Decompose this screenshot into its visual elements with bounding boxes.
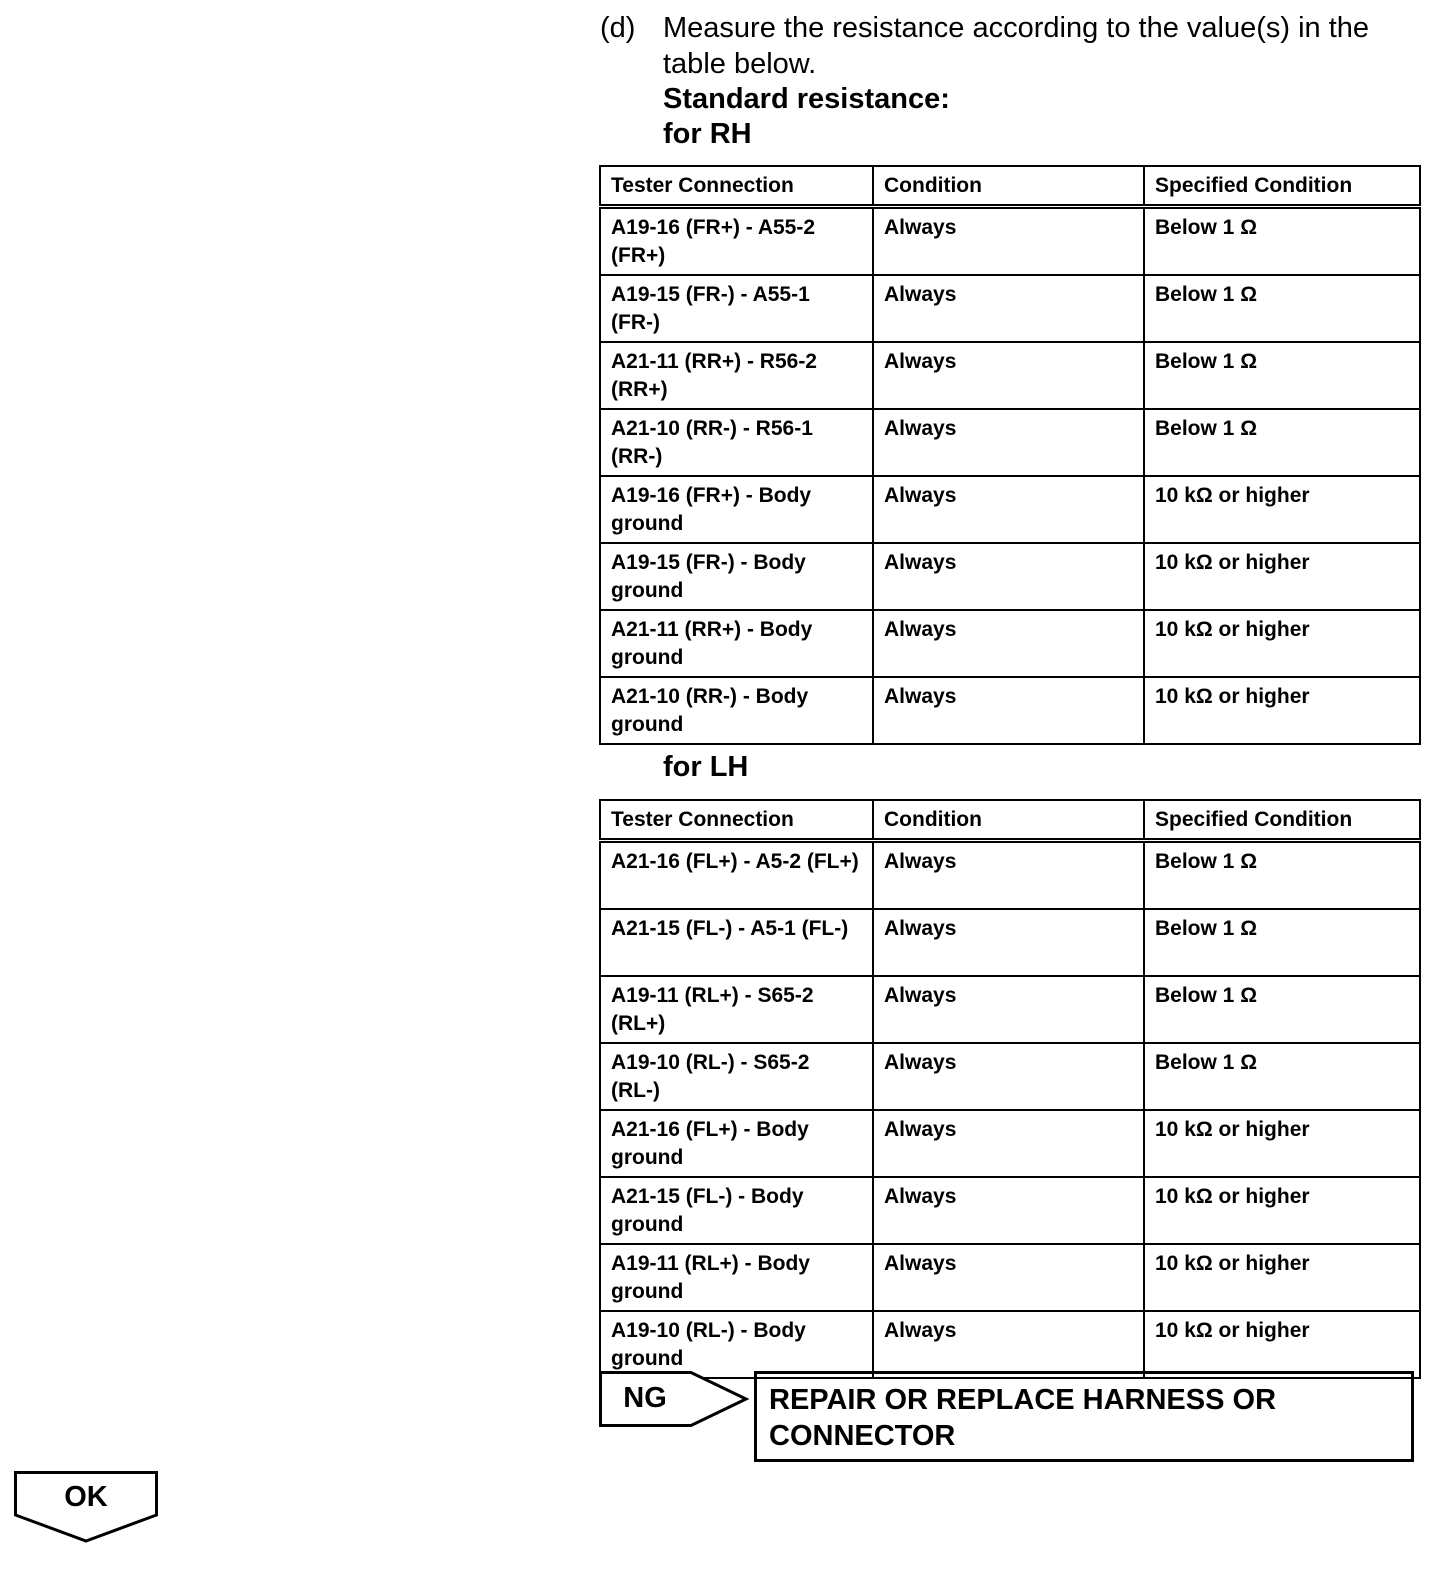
table-row [600,342,1420,409]
table-row [600,677,1420,744]
specified-condition-cell: 10 kΩ or higher [1144,1177,1420,1244]
tester-connection-cell: A19-11 (RL+) - S65-2 (RL+) [600,976,873,1043]
specified-condition-cell: 10 kΩ or higher [1144,677,1420,744]
table-row [600,976,1420,1043]
header-specified-condition: Specified Condition [1144,800,1420,841]
specified-condition-cell: 10 kΩ or higher [1144,610,1420,677]
condition-cell: Always [873,1311,1144,1378]
tester-connection-cell: A21-10 (RR-) - Body ground [600,677,873,744]
tester-connection-cell: A19-10 (RL-) - S65-2 (RL-) [600,1043,873,1110]
step-label: (d) [600,12,636,44]
specified-condition-cell: 10 kΩ or higher [1144,1244,1420,1311]
specified-condition-cell: Below 1 Ω [1144,841,1420,910]
tester-connection-cell: A21-16 (FL+) - Body ground [600,1110,873,1177]
rh-resistance-table [599,165,1421,745]
tester-connection-cell: A21-15 (FL-) - Body ground [600,1177,873,1244]
header-tester-connection: Tester Connection [600,166,873,207]
lh-table-body [600,841,1420,1379]
ng-action-box: REPAIR OR REPLACE HARNESS OR CONNECTOR [754,1371,1414,1462]
condition-cell: Always [873,476,1144,543]
header-condition: Condition [873,800,1144,841]
table-row [600,909,1420,976]
specified-condition-cell: Below 1 Ω [1144,342,1420,409]
tester-connection-cell: A21-11 (RR+) - Body ground [600,610,873,677]
condition-cell: Always [873,1177,1144,1244]
table-row [600,1311,1420,1378]
ng-label: NG [623,1382,667,1414]
condition-cell: Always [873,342,1144,409]
specified-condition-cell: 10 kΩ or higher [1144,1110,1420,1177]
tester-connection-cell: A19-15 (FR-) - A55-1 (FR-) [600,275,873,342]
ok-button[interactable] [14,1471,158,1543]
tester-connection-cell: A19-15 (FR-) - Body ground [600,543,873,610]
specified-condition-cell: 10 kΩ or higher [1144,476,1420,543]
standard-resistance-title: Standard resistance: [663,83,950,115]
tester-connection-cell: A21-10 (RR-) - R56-1 (RR-) [600,409,873,476]
condition-cell: Always [873,1043,1144,1110]
header-tester-connection: Tester Connection [600,800,873,841]
table-row [600,1177,1420,1244]
specified-condition-cell: Below 1 Ω [1144,207,1420,276]
lh-resistance-table [599,799,1421,1379]
specified-condition-cell: Below 1 Ω [1144,275,1420,342]
condition-cell: Always [873,976,1144,1043]
specified-condition-cell: 10 kΩ or higher [1144,1311,1420,1378]
condition-cell: Always [873,207,1144,276]
rh-table-body [600,207,1420,745]
condition-cell: Always [873,677,1144,744]
table-row [600,543,1420,610]
tester-connection-cell: A19-16 (FR+) - Body ground [600,476,873,543]
condition-cell: Always [873,409,1144,476]
table-row [600,1244,1420,1311]
header-specified-condition: Specified Condition [1144,166,1420,207]
specified-condition-cell: Below 1 Ω [1144,976,1420,1043]
condition-cell: Always [873,1244,1144,1311]
condition-cell: Always [873,610,1144,677]
condition-cell: Always [873,909,1144,976]
condition-cell: Always [873,543,1144,610]
tester-connection-cell: A21-15 (FL-) - A5-1 (FL-) [600,909,873,976]
specified-condition-cell: Below 1 Ω [1144,909,1420,976]
tester-connection-cell: A19-10 (RL-) - Body ground [600,1311,873,1378]
table-row [600,409,1420,476]
step-instruction: Measure the resistance according to the value(s) in the table below. [663,12,1370,80]
table-row [600,841,1420,910]
tester-connection-cell: A19-11 (RL+) - Body ground [600,1244,873,1311]
table-row [600,1110,1420,1177]
ng-button[interactable] [599,1371,749,1427]
tester-connection-cell: A21-16 (FL+) - A5-2 (FL+) [600,841,873,910]
specified-condition-cell: Below 1 Ω [1144,409,1420,476]
tester-connection-cell: A19-16 (FR+) - A55-2 (FR+) [600,207,873,276]
table-row [600,207,1420,276]
table-row [600,275,1420,342]
specified-condition-cell: 10 kΩ or higher [1144,543,1420,610]
condition-cell: Always [873,1110,1144,1177]
ok-label: OK [64,1481,108,1513]
table-header-row [600,166,1420,207]
table-header-row [600,800,1420,841]
table-row [600,610,1420,677]
table-row [600,1043,1420,1110]
specified-condition-cell: Below 1 Ω [1144,1043,1420,1110]
condition-cell: Always [873,841,1144,910]
condition-cell: Always [873,275,1144,342]
rh-heading: for RH [663,118,752,150]
header-condition: Condition [873,166,1144,207]
table-row [600,476,1420,543]
tester-connection-cell: A21-11 (RR+) - R56-2 (RR+) [600,342,873,409]
lh-heading: for LH [663,751,749,783]
